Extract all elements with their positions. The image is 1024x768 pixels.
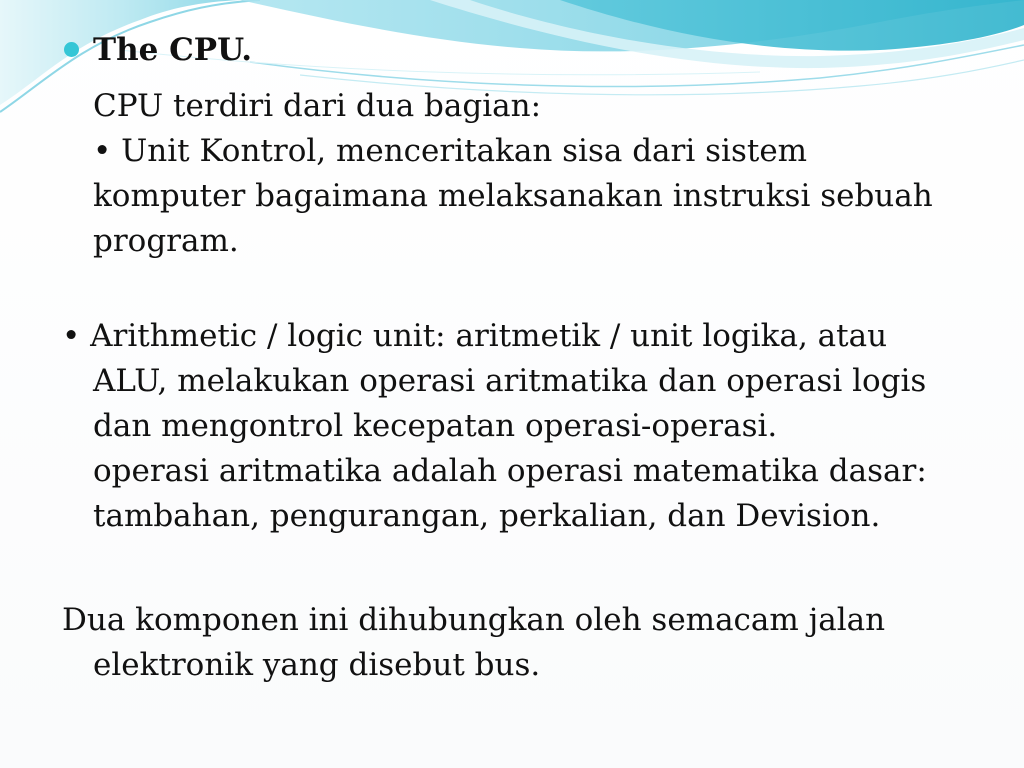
cpu-line-4: program. [93,223,239,259]
alu-line-4: operasi aritmatika adalah operasi matematika dasar: [93,453,927,489]
cpu-parts-paragraph [93,84,973,264]
bus-line-2: elektronik yang disebut bus. [93,647,541,683]
alu-line-1: • Arithmetic / logic unit: aritmetik / unit logika, atau [62,318,888,354]
alu-line-5: tambahan, pengurangan, perkalian, dan Devision. [93,498,881,534]
cpu-line-1: CPU terdiri dari dua bagian: [93,88,542,124]
cpu-line-3: komputer bagaimana melaksanakan instruksi sebuah [93,178,933,214]
alu-line-3: dan mengontrol kecepatan operasi-operasi. [93,408,778,444]
bus-paragraph [62,598,962,688]
alu-paragraph [62,314,962,539]
slide-title: The CPU. [93,32,253,68]
title-bullet-dot [64,42,79,57]
alu-line-2: ALU, melakukan operasi aritmatika dan operasi logis [93,363,927,399]
bus-line-1: Dua komponen ini dihubungkan oleh semacam jalan [62,602,886,638]
cpu-line-2: • Unit Kontrol, menceritakan sisa dari sistem [93,133,808,169]
